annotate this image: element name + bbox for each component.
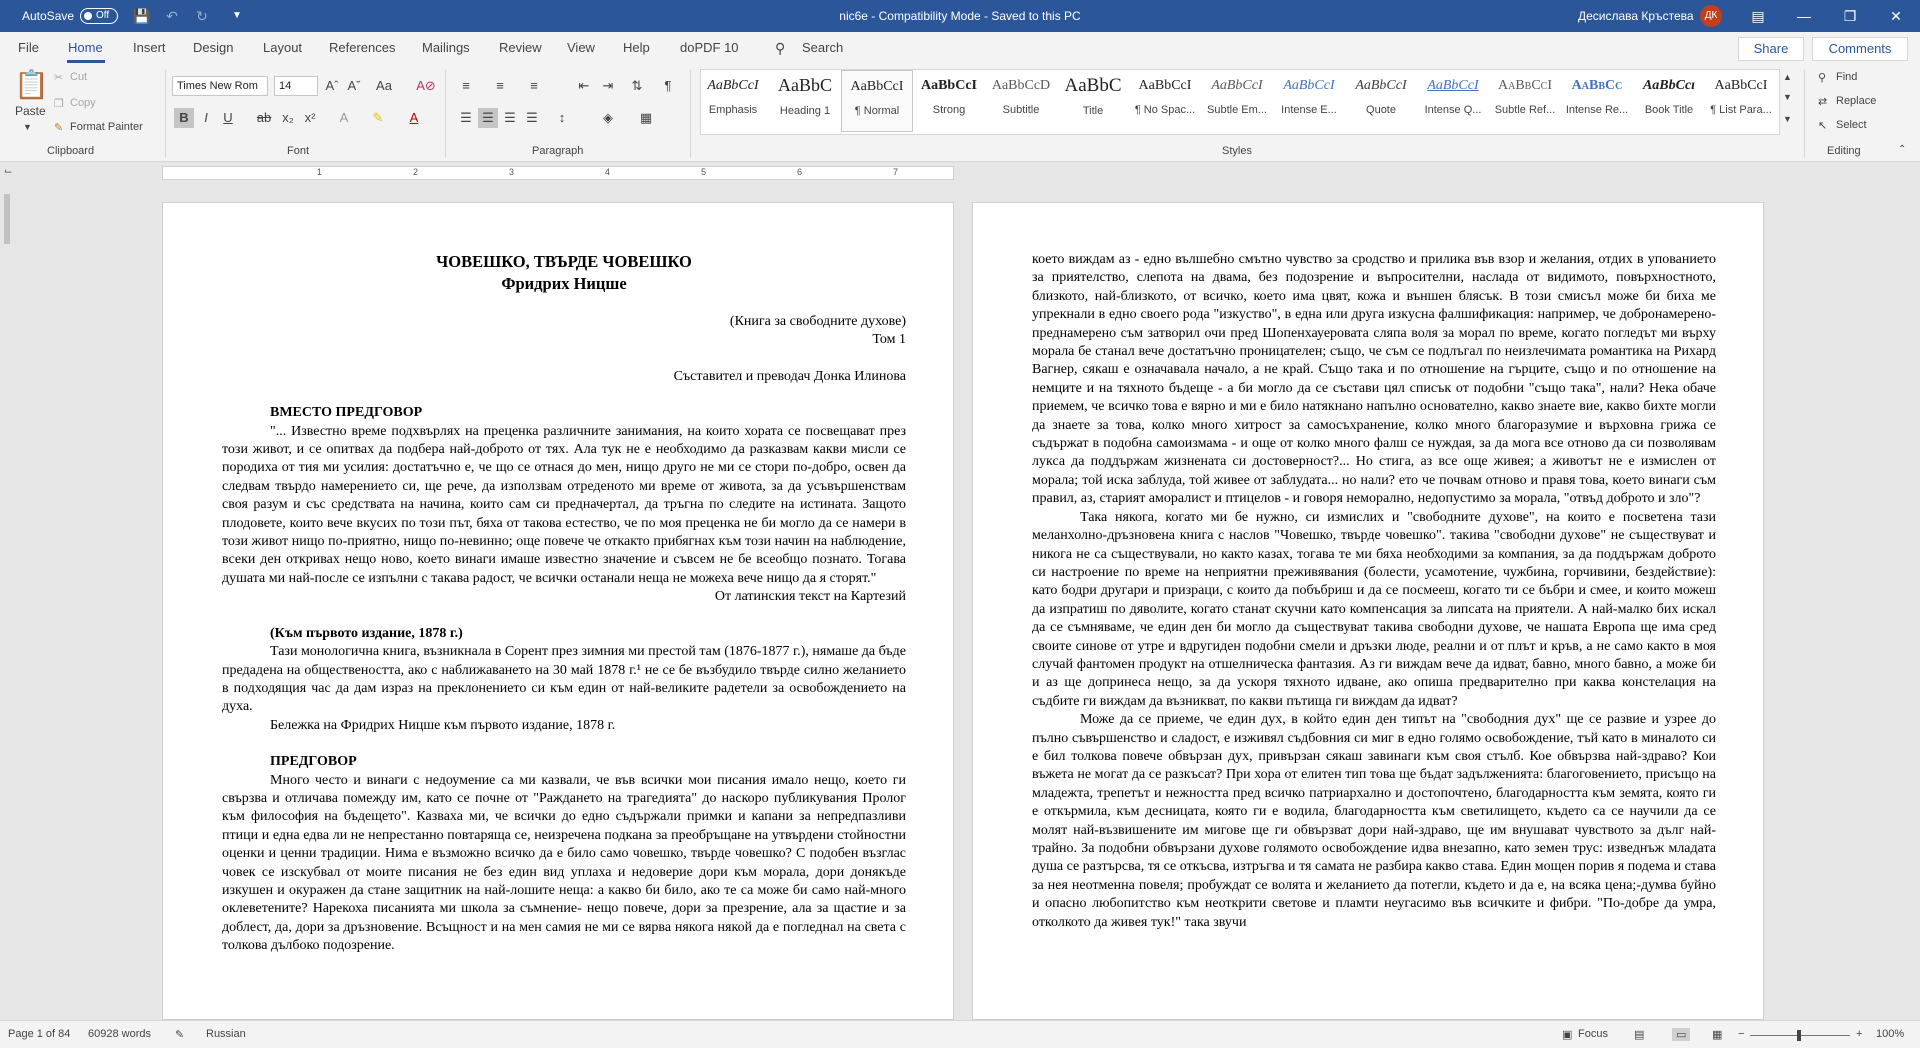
zoom-level[interactable]: 100% bbox=[1876, 1028, 1905, 1040]
tab-references[interactable]: References bbox=[329, 40, 396, 55]
justify-icon[interactable]: ☰ bbox=[526, 110, 538, 125]
grow-font-icon[interactable]: Aˆ bbox=[325, 78, 339, 93]
close-icon[interactable]: ✕ bbox=[1890, 8, 1902, 24]
find-icon[interactable]: ⚲ bbox=[1818, 72, 1827, 84]
find-button[interactable]: Find bbox=[1836, 71, 1858, 83]
active-tab-indicator bbox=[67, 60, 105, 63]
read-mode-icon[interactable]: ▤ bbox=[1634, 1029, 1645, 1041]
style-emphasis[interactable]: AaBbCcI Emphasis bbox=[707, 78, 759, 116]
paragraph: което виждам аз - едно вълшебно смътно чувство за сродство и прилика във взор и желания, отдих в упованието за приятелство, слепота на двама, без подозрение и въпросителни, наслада от видимото, повърхностното, близкото, най-близкото, от всичко, което има цвят, кожа и външен блясък. В този смисъл може би биха ме упрекнали в едно своего рода "изкуство", в една или друга изкусна фалшификация: например, че добронамерено-преднамерено съм затворил очи пред Шопенхауеровата сляпа воля за морал по времe, когато погледът ми върху морала бе станал вече достатъчно проницателен; също, че съм се подлъгал по неизлечимата романтика на Рихард Вагнер, сякаш е означавала начало, а не край. Също така и по отношение на гърците, също и по отношение на немците и на тяхното бъдеще - а би могло да се състави цял списък от подобни "също така", нали? Нека обаче приемем, че всичко това е вярно и ми е било натякнано напълно основателно, какво знаете вие, какво бихте могли да знаете за това, колко много хитрост за самосъхранение, колко много благоразумие и върховна грижа се съдържат в подобна самоизмама - и още от колко много фалш се нуждая, за да мога все отново да си позволявам лукса да поддържам жизнената си достоверност?... Но стига, аз все още живея; а животът не е измислен от морала; той иска заблуда, той живее от заблудата... но нали? ето че почвам отново и правя това, което винаги съм правил, аз, старият аморалист и птицелов - и говоря неморално, недопустимо за морала, "отвъд доброто и зло"? bbox=[1032, 252, 1716, 507]
font-color-icon[interactable]: A bbox=[409, 110, 419, 125]
underline-icon[interactable]: U bbox=[223, 110, 233, 125]
align-center-icon[interactable]: ☰ bbox=[478, 108, 498, 128]
paragraph-group-label: Paragraph bbox=[532, 145, 584, 157]
editing-group-label: Editing bbox=[1827, 145, 1861, 157]
bullets-icon[interactable]: ≡ bbox=[462, 78, 470, 93]
style-quote[interactable]: AaBbCcI Quote bbox=[1355, 78, 1407, 116]
scroll-thumb[interactable] bbox=[4, 194, 10, 244]
autosave-label: AutoSave bbox=[22, 9, 75, 23]
tab-design[interactable]: Design bbox=[193, 40, 234, 55]
page-2-text bbox=[1032, 251, 1716, 932]
borders-icon[interactable]: ▦ bbox=[639, 110, 653, 125]
section-heading: ВМЕСТО ПРЕДГОВОР bbox=[270, 405, 423, 421]
ruler-number: 4 bbox=[605, 167, 611, 177]
doc-translator: Съставител и преводач Донка Илинова bbox=[673, 368, 906, 384]
tab-help[interactable]: Help bbox=[623, 40, 650, 55]
style-title[interactable]: AaBbC Title bbox=[1064, 75, 1122, 117]
style-book-title[interactable]: AaBbCcı Book Title bbox=[1642, 78, 1696, 116]
ruler-number: 6 bbox=[797, 167, 803, 177]
text-effects-icon[interactable]: A bbox=[339, 110, 349, 125]
ruler-number: 1 bbox=[317, 167, 323, 177]
section-heading: (Към първото издание, 1878 г.) bbox=[270, 625, 463, 641]
page-2[interactable] bbox=[972, 202, 1764, 1020]
save-icon[interactable]: 💾 bbox=[133, 8, 151, 24]
decrease-indent-icon[interactable]: ⇤ bbox=[578, 78, 590, 93]
multilevel-list-icon[interactable]: ≡ bbox=[530, 78, 538, 93]
doc-title: ЧОВЕШКО, ТВЪРДЕ ЧОВЕШКО bbox=[436, 252, 692, 271]
font-family-select[interactable] bbox=[172, 76, 268, 96]
paragraph: Така някога, когато ми бе нужно, си измислих и "свободните духове", на които е посветена тази меланхолно-дръзновена книга с наслов "Човешко, твърде човешко". такива "свободни духове" не съществуват и никога не са съществували, но както казах, тогава те ми бяха необходими за компания, за да поддържам доброто си настроение по време на неприятни преживявания (болести, усамотение, чужбина, горчивини, бездействие): като бодри другари и призраци, с които да побъбриш и да се посмееш, когато ти се бъбри и смее, и които можеш да изпратиш по дяволите, когато станат скучни като компенсация за липсата на приятели. А най-малко бих искал да се съмняваме, че един ден би могло да съществуват такива свободни духове, че нашата Европа ще има сред своите синове от утре и вдругиден подобни смели и дръзки люде, реални и от плът и кръв, а не само както в моя случай фантомен продукт на отшелническа фантазия. Аз ги виждам вече да идват, бавно, много бавно, а може би и аз ще допринеса нещо, за да ускоря тяхното идване, ако опиша предварително при каква констелация на съдбите ги виждам да възникват, по какви пътища ги виждам да идват? bbox=[1032, 509, 1716, 709]
restore-icon[interactable]: ❐ bbox=[1843, 8, 1857, 24]
clipboard-group-label: Clipboard bbox=[47, 145, 95, 157]
replace-button[interactable]: Replace bbox=[1836, 95, 1877, 107]
font-family-value: Times New Rom bbox=[177, 80, 258, 92]
collapse-ribbon-icon[interactable]: ⌃ bbox=[1898, 144, 1907, 155]
page-1-text bbox=[222, 251, 906, 956]
word-count[interactable]: 60928 words bbox=[88, 1028, 151, 1040]
copy-button[interactable]: Copy bbox=[70, 97, 96, 109]
bold-icon[interactable]: B bbox=[174, 108, 194, 128]
ruler-number: 5 bbox=[701, 167, 707, 177]
horizontal-ruler[interactable] bbox=[162, 166, 954, 180]
ribbon-tabs bbox=[0, 32, 1920, 64]
cut-icon[interactable]: ✂ bbox=[54, 72, 64, 84]
search-input[interactable]: Search bbox=[802, 40, 844, 55]
style-list-paragraph[interactable]: AaBbCcI ¶ List Para... bbox=[1710, 78, 1772, 116]
section-heading: ПРЕДГОВОР bbox=[270, 754, 357, 770]
user-name[interactable]: Десислава Кръстева bbox=[1578, 9, 1694, 23]
style-strong[interactable]: AaBbCcI Strong bbox=[920, 78, 977, 116]
shrink-font-icon[interactable]: Aˇ bbox=[347, 78, 361, 93]
tab-review[interactable]: Review bbox=[499, 40, 542, 55]
style-intense-emphasis[interactable]: AaBbCcI Intense E... bbox=[1281, 78, 1337, 116]
paragraph: Много често и винаги с недоумение са ми казвали, че във всички мои писания имало нещо, което ги свързва и отличава помежду им, като се почне от "Раждането на трагедията" до наскоро публикувания Пролог към философия на бъдещето". Казваха ми, че всички до едно съдържали примки и капани за непредпазливи птици и една едва ли не непрестанно повтаряща се, неизречена подкана за преобръщане на утвърдени стойностни оценки и ценни традиции. Нима е възможно всичко да е било само човешко, твърде човешко? С подобен възглас човек се изскубвал от моите писания не без един вид уплаха и недоверие дори към морала, дори донякъде изкушен и окуражен да стане защитник на най-лошите неща: а какво би било, ако те са може би само най-много оклеветените? Нарекоха писанията ми школа за съмнение- нещо повече, дори за презрение, ала за щастие и за доблест, да, дори за дръзновение. Всъщност и на мен самия не ми се вярва някога някой да е погледнал на света с толкова дълбоко подозрение. bbox=[222, 772, 906, 954]
tab-home[interactable]: Home bbox=[68, 40, 103, 55]
align-left-icon[interactable]: ☰ bbox=[460, 110, 472, 125]
ruler-number: 7 bbox=[893, 167, 899, 177]
sort-icon[interactable]: ⇅ bbox=[631, 78, 643, 93]
doc-volume: Том 1 bbox=[872, 332, 906, 348]
style-no-spacing[interactable]: AaBbCcI ¶ No Spac... bbox=[1134, 78, 1196, 116]
paragraph: Може да се приеме, че един дух, в който един ден типът на "свободния дух" ще се развие и узрее до пълно съвършенство и сладост, е изживял съдбовния си миг в едно голямо освобождение, тъй като в миналото си е бил толкова повече обвързан дух, привързан сякаш завинаги към своя стълб. Кое обвързва най-здраво? Кои въжета не могат да се разкъсат? При хора от елитен тип това ще бъдат задълженията: благоговението, присъщо на младежта, трепетът и нежността пред всичко патриархално и достопочтено, благодарността към земята, която ги е откърмила, към десницата, която ги е водила, благодарността към светилището, където са се научили да се молят най-възвишените им мигове ще ги обвързват дори най-здраво, ще им внушават чувството за дълг най-трайно. За подобни обвързани духове голямото освобождение идва внезапно, като земен трус: изведнъж младата душа се разтърсва, тя се откъсва, изтръгва и тя самата не разбира какво става. Един мощен порив я подема и става за нея неотменна повеля; пробуждат се волята и желанието да потегли, където и да е, на всяка цена;-думва буйно и опасно любопитство към неоткрити светове и пламти неугасимо във всичките и фибри. "По-добре да умра, отколкото да живея тук!" така звучи bbox=[1032, 712, 1716, 930]
style-subtle-emphasis[interactable]: AaBbCcI Subtle Em... bbox=[1207, 78, 1267, 116]
clear-formatting-icon[interactable]: A⊘ bbox=[416, 78, 436, 93]
focus-button[interactable]: Focus bbox=[1578, 1028, 1608, 1040]
paste-button[interactable]: Paste bbox=[15, 104, 46, 118]
comments-button[interactable] bbox=[1812, 37, 1908, 61]
undo-icon[interactable]: ↶ bbox=[166, 8, 178, 24]
paste-icon[interactable]: 📋 bbox=[14, 69, 49, 100]
ribbon-display-options-icon[interactable]: ▤ bbox=[1751, 8, 1765, 24]
zoom-slider-thumb[interactable] bbox=[1797, 1030, 1801, 1041]
style-normal[interactable]: AaBbCcI ¶ Normal bbox=[841, 70, 913, 132]
increase-indent-icon[interactable]: ⇥ bbox=[602, 78, 614, 93]
redo-icon[interactable]: ↻ bbox=[196, 8, 208, 24]
paragraph: Тази монологична книга, възникнала в Сорент през зимния ми престой там (1876-1877 г.), нямаше да бъде предадена на обществеността, ако с наближаването на 30 май 1878 г.¹ не се бе възбудило твърде силно желанието в подходящия час да дам израз на преклонението си към един от най-великите радетели за освобождението на духа. bbox=[222, 644, 906, 715]
styles-scroll-up-icon[interactable]: ▲ bbox=[1783, 72, 1792, 82]
superscript-icon[interactable]: x² bbox=[304, 110, 316, 125]
highlight-icon[interactable]: ✎ bbox=[372, 110, 384, 125]
minimize-icon[interactable]: — bbox=[1797, 8, 1811, 24]
web-layout-icon[interactable]: ▦ bbox=[1712, 1029, 1723, 1041]
select-icon[interactable]: ↖ bbox=[1818, 120, 1828, 132]
page-count[interactable]: Page 1 of 84 bbox=[8, 1028, 71, 1040]
autosave-toggle[interactable]: Off bbox=[80, 8, 118, 24]
font-size-value: 14 bbox=[279, 80, 292, 92]
change-case-icon[interactable]: Aa bbox=[376, 78, 392, 93]
tab-selector-icon[interactable]: ⌙ bbox=[4, 166, 13, 177]
document-title: nic6e - Compatibility Mode - Saved to this PC bbox=[839, 9, 1081, 23]
paragraph: От латинския текст на Картезий bbox=[714, 589, 906, 605]
strikethrough-icon[interactable]: ab bbox=[256, 110, 272, 125]
language[interactable]: Russian bbox=[206, 1028, 246, 1040]
ruler-number: 3 bbox=[509, 167, 515, 177]
share-label: Share bbox=[1753, 41, 1789, 56]
line-spacing-icon[interactable]: ↕ bbox=[558, 110, 566, 125]
avatar[interactable]: ДК bbox=[1700, 5, 1722, 27]
tab-view[interactable]: View bbox=[567, 40, 595, 55]
select-button[interactable]: Select bbox=[1836, 119, 1867, 131]
font-group-label: Font bbox=[287, 145, 310, 157]
doc-subtitle: (Книга за свободните духове) bbox=[729, 314, 906, 329]
styles-group-label: Styles bbox=[1222, 145, 1252, 157]
customize-toolbar-icon[interactable]: ▼ bbox=[232, 10, 242, 21]
ribbon bbox=[0, 64, 1920, 162]
proofing-icon[interactable]: ✎ bbox=[175, 1029, 185, 1041]
zoom-out-icon[interactable]: − bbox=[1738, 1028, 1745, 1040]
style-heading-1[interactable]: AaBbC Heading 1 bbox=[778, 75, 832, 117]
shading-icon[interactable]: ◈ bbox=[603, 110, 613, 125]
doc-author: Фридрих Ницше bbox=[501, 274, 627, 293]
tab-layout[interactable]: Layout bbox=[263, 40, 303, 55]
tab-dopdf[interactable]: doPDF 10 bbox=[680, 40, 739, 55]
print-layout-icon[interactable]: ▭ bbox=[1672, 1028, 1690, 1041]
ruler-area bbox=[0, 162, 1920, 184]
style-intense-reference[interactable]: AaBbCc Intense Re... bbox=[1565, 78, 1629, 116]
copy-icon[interactable]: ❐ bbox=[54, 98, 64, 110]
styles-scroll-down-icon[interactable]: ▼ bbox=[1783, 92, 1792, 102]
focus-icon[interactable]: ▣ bbox=[1562, 1029, 1573, 1041]
style-subtle-reference[interactable]: AaBbCcI Subtle Ref... bbox=[1494, 78, 1556, 116]
title-bar bbox=[0, 0, 1920, 32]
replace-icon[interactable]: ⇄ bbox=[1818, 96, 1828, 108]
comments-label: Comments bbox=[1828, 41, 1892, 56]
page-1[interactable] bbox=[162, 202, 954, 1020]
styles-more-icon[interactable]: ▼ bbox=[1783, 114, 1792, 124]
search-icon: ⚲ bbox=[775, 40, 786, 56]
format-painter-icon[interactable]: ✎ bbox=[54, 122, 64, 134]
style-intense-quote[interactable]: AaBbCcI Intense Q... bbox=[1424, 78, 1482, 116]
subscript-icon[interactable]: x₂ bbox=[282, 110, 294, 125]
format-painter-button[interactable]: Format Painter bbox=[70, 121, 143, 133]
vertical-ruler bbox=[0, 184, 14, 1020]
chevron-down-icon[interactable]: ▼ bbox=[23, 122, 32, 132]
italic-icon[interactable]: I bbox=[204, 110, 208, 125]
tab-file[interactable]: File bbox=[18, 40, 39, 55]
align-right-icon[interactable]: ☰ bbox=[504, 110, 516, 125]
tab-mailings[interactable]: Mailings bbox=[422, 40, 470, 55]
zoom-in-icon[interactable]: + bbox=[1856, 1028, 1863, 1040]
status-bar bbox=[0, 1020, 1920, 1048]
cut-button[interactable]: Cut bbox=[70, 71, 88, 83]
style-subtitle[interactable]: AaBbCcD Subtitle bbox=[991, 78, 1051, 116]
paragraph: Бележка на Фридрих Ницше към първото издание, 1878 г. bbox=[270, 717, 616, 733]
show-formatting-marks-icon[interactable]: ¶ bbox=[664, 78, 672, 93]
tab-insert[interactable]: Insert bbox=[133, 40, 166, 55]
paragraph: "... Известно време подхвърлях на преценка различните занимания, на които хората се посвещават през този живот, и се опитвах да подбера най-доброто от тях. Ала тук не е необходимо да разказвам какви мисли се породиха от тия ми усилия: достатъчно е, че що се отнася до мен, нищо друго не ми се стори по-добро, освен да следвам твърдо намерението си, ще рече, да използвам отреденото ми време от живота, за да усъвършенствам своя разум и със средствата на начина, които сам си предначертал, да тръгна по следите на истината. Защото плодовете, които вече вкусих по този път, бяха от такова естество, че по моя преценка не би могло да се намери в този живот нищо по-приятно, нищо по-невинно; още повече че откакто прибягнах към този начин на наблюдение, всеки ден откривах нещо ново, което винаги имаше известно значение и съвсем не бе всеобщо познато. Тогава душата ми най-после се изпълни с такава радост, че всички останали неща не можеха вече нищо да я сторят." bbox=[222, 423, 906, 586]
numbering-icon[interactable]: ≡ bbox=[496, 78, 504, 93]
font-size-select[interactable] bbox=[274, 76, 318, 96]
share-button[interactable] bbox=[1738, 37, 1804, 61]
ruler-number: 2 bbox=[413, 167, 419, 177]
